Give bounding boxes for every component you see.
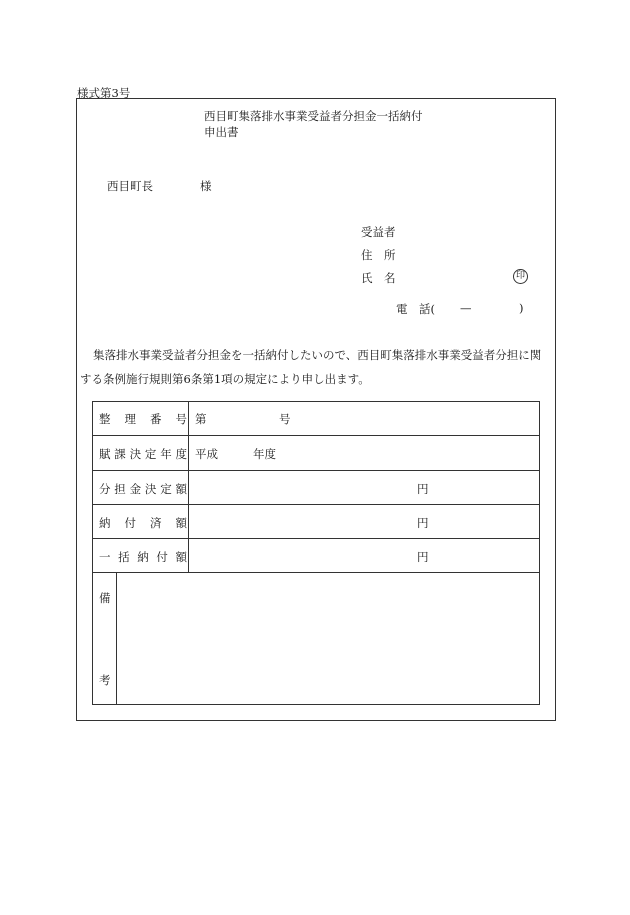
form-title-line1: 西目町集落排水事業受益者分担金一括納付 bbox=[204, 109, 423, 123]
row-label: 一括納付額 bbox=[99, 550, 187, 564]
form-number: 様式第3号 bbox=[77, 86, 131, 100]
details-table bbox=[92, 401, 540, 705]
form-title-line2: 申出書 bbox=[204, 125, 239, 139]
row-value-right: 円 bbox=[417, 516, 429, 530]
seal-mark: 印 bbox=[513, 269, 528, 284]
row-value-left: 平成 bbox=[195, 447, 218, 461]
honorific: 様 bbox=[200, 179, 212, 193]
row-label: 整理番号 bbox=[99, 412, 187, 426]
row-value-right: 年度 bbox=[253, 447, 276, 461]
row-label: 賦課決定年度 bbox=[99, 447, 187, 461]
row-value-right: 円 bbox=[417, 482, 429, 496]
body-text-line2: する条例施行規則第6条第1項の規定により申し出ます。 bbox=[80, 372, 370, 386]
phone-label: 電 話( bbox=[396, 302, 435, 316]
applicant-heading: 受益者 bbox=[361, 225, 396, 239]
addressee: 西目町長 bbox=[107, 179, 153, 193]
address-label: 住 所 bbox=[361, 248, 396, 262]
row-label: 分担金決定額 bbox=[99, 482, 187, 496]
row-value-right: 円 bbox=[417, 550, 429, 564]
row-value-left: 第 bbox=[195, 412, 207, 426]
row-label: 納付済額 bbox=[99, 516, 187, 530]
remarks-label-bottom: 考 bbox=[99, 673, 111, 687]
body-text-line1: 集落排水事業受益者分担金を一括納付したいので、西目町集落排水事業受益者分担に関 bbox=[93, 348, 542, 362]
phone-dash: — bbox=[460, 301, 472, 315]
remarks-field[interactable] bbox=[117, 573, 539, 704]
remarks-label-top: 備 bbox=[99, 591, 111, 605]
phone-close: ) bbox=[519, 301, 524, 315]
name-label: 氏 名 bbox=[361, 271, 396, 285]
row-value-right: 号 bbox=[279, 412, 291, 426]
